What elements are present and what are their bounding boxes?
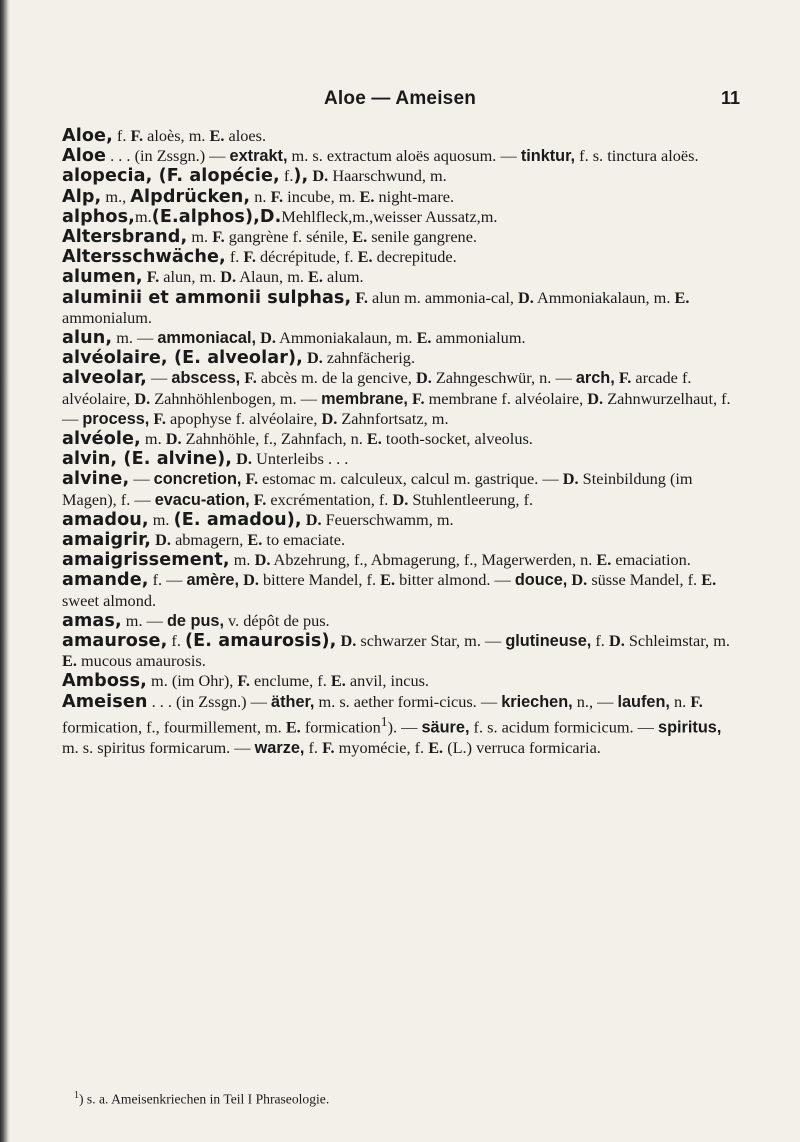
dictionary-entry: amadou, m. (E. amadou), D. Feuerschwamm, m.: [62, 509, 454, 530]
dictionary-entry: alumen, F. alun, m. D. Alaun, m. E. alum.: [62, 267, 364, 288]
footnote: $^1$) s. a. Ameisenkriechen in Teil I Phraseologie.: [74, 1090, 330, 1107]
dictionary-entry: Amboss, m. (im Ohr), F. enclume, f. E. anvil, incus.: [62, 671, 429, 692]
page-number: 11: [720, 88, 740, 108]
dictionary-entry: alvin, (E. alvine), D. Unterleibs . . .: [62, 449, 349, 470]
dictionary-entry: amaigrissement, m. D. Abzehrung, f., Abmagerung, f., Magerwerden, n. E. emaciation.: [62, 550, 691, 571]
dictionary-entry: Aloe, f. F. aloès, m. E. aloes.: [62, 126, 267, 146]
dictionary-entry: Altersschwäche, f. F. décrépitude, f. E. decrepitude.: [62, 247, 457, 268]
dictionary-entries: [62, 126, 742, 758]
dictionary-entry: alun, m. — ammoniacal, D. Ammoniakalaun, m. E. ammonialum.: [62, 328, 526, 349]
dictionary-entry: Altersbrand, m. F. gangrène f. sénile, E. senile gangrene.: [62, 227, 477, 248]
dictionary-entry: Ameisen . . . (in Zssgn.) — äther, m. s. aether formi-cicus. — kriechen, n., — laufen, n. F. formication, f., fourmillement, m. E. formication$^1$). — säure, f. s. acidum formicicum. — spiritus, m. s. spiritus formicarum. — warze, f. F. myomécie, f. E. (L.) verruca formicaria.: [62, 691, 722, 757]
dictionary-entry: alphos,m.(E.alphos),D.Mehlfleck,m.,weisser Aussatz,m.: [62, 206, 498, 227]
dictionary-entry: amande, f. — amère, D. bittere Mandel, f. E. bitter almond. — douce, D. süsse Mandel, f. E. sweet almond.: [62, 570, 717, 610]
dictionary-entry: amaigrir, D. abmagern, E. to emaciate.: [62, 530, 346, 551]
page-binding-edge: [0, 0, 10, 1142]
dictionary-entry: aluminii et ammonii sulphas, F. alun m. ammonia-cal, D. Ammoniakalaun, m. E. ammonialum.: [62, 287, 690, 327]
dictionary-entry: alvéolaire, (E. alveolar), D. zahnfächerig.: [62, 348, 416, 369]
dictionary-entry: Aloe . . . (in Zssgn.) — extrakt, m. s. extractum aloës aquosum. — tinktur, f. s. tinctura aloës.: [62, 146, 699, 167]
dictionary-entry: alvéole, m. D. Zahnhöhle, f., Zahnfach, n. E. tooth-socket, alveolus.: [62, 429, 533, 450]
dictionary-entry: amaurose, f. (E. amaurosis), D. schwarzer Star, m. — glutineuse, f. D. Schleimstar, m. E. mucous amaurosis.: [62, 631, 730, 671]
running-title: Aloe — Ameisen: [323, 88, 477, 109]
dictionary-entry: alvine, — concretion, F. estomac m. calculeux, calcul m. gastrique. — D. Steinbildung (im Magen), f. — evacu-ation, F. excrémentation, f. D. Stuhlentleerung, f.: [62, 469, 693, 509]
dictionary-entry: alveolar, — abscess, F. abcès m. de la gencive, D. Zahngeschwür, n. — arch, F. arcade f. alvéolaire, D. Zahnhöhlenbogen, m. — membrane, F. membrane f. alvéolaire, D. Zahnwurzelhaut, f. — process, F. apophyse f. alvéolaire, D. Zahnfortsatz, m.: [62, 368, 731, 428]
dictionary-entry: amas, m. — de pus, v. dépôt de pus.: [62, 610, 330, 631]
running-header: [60, 88, 740, 112]
dictionary-entry: alopecia, (F. alopécie, f.), D. Haarschwund, m.: [62, 166, 447, 187]
dictionary-entry: Alp, m., Alpdrücken, n. F. incube, m. E. night-mare.: [62, 186, 455, 207]
